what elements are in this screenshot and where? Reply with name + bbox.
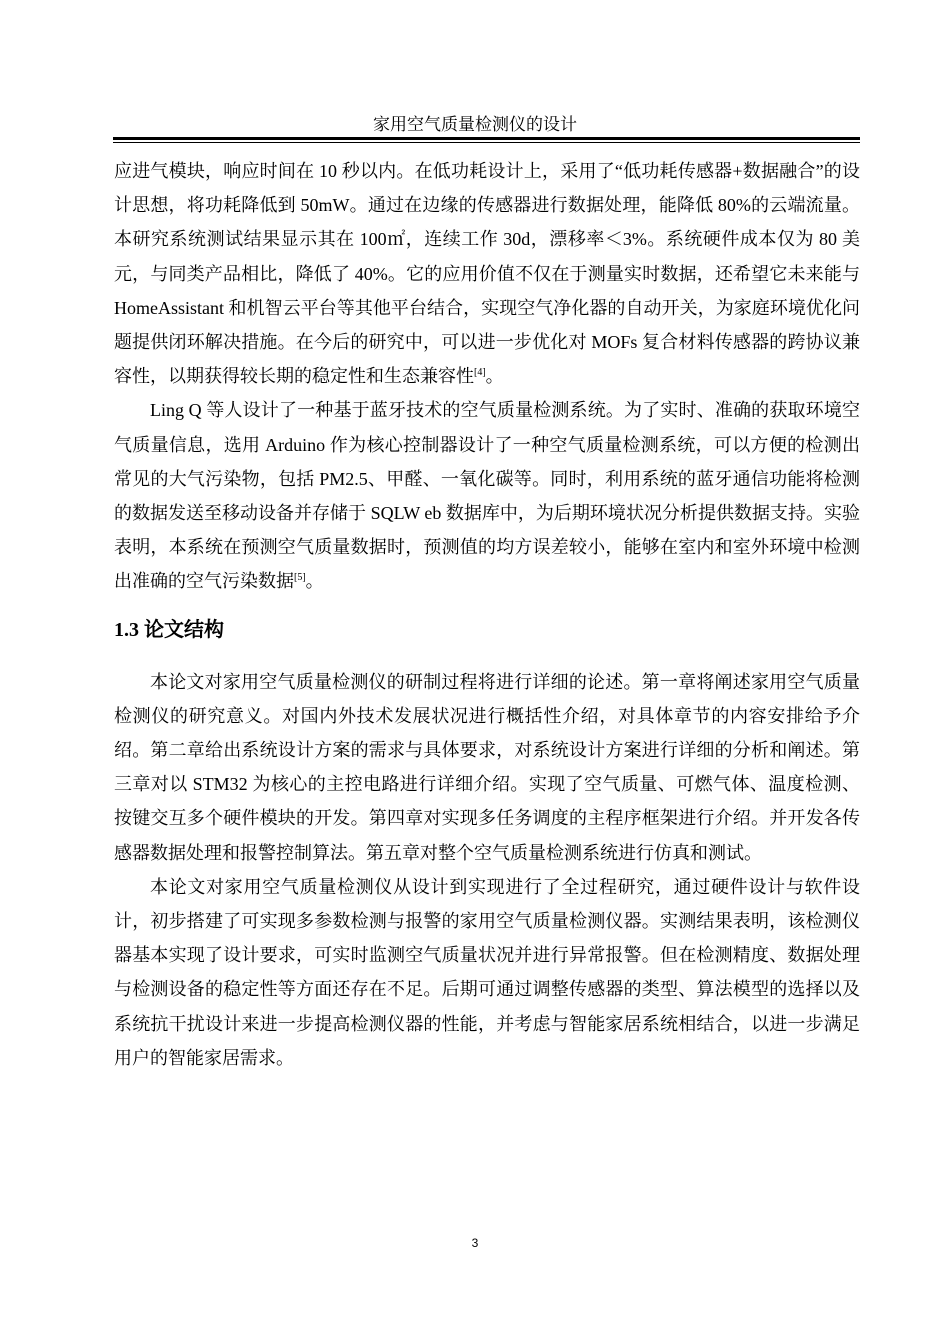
header-rule-thick [113,137,860,140]
paragraph-text: Ling Q 等人设计了一种基于蓝牙技术的空气质量检测系统。为了实时、准确的获取环境空气质量信息，选用 Arduino 作为核心控制器设计了一种空气质量检测系统，可以方便的检测出常见的大气污染物，包括 PM2.5、甲醛、一氧化碳等。同时，利用系统的蓝牙通信功能将检测的数据发送至移动设备并存储于 SQLW eb 数据库中，为后期环境状况分析提供数据支持。实验表明，本系统在预测空气质量数据时，预测值的均方误差较小，能够在室内和室外环境中检测出准确的空气污染数据 [114,400,860,592]
running-header-title: 家用空气质量检测仪的设计 [373,115,577,134]
page-number: 3 [471,1236,479,1250]
paragraph-end: 。 [485,366,504,387]
header-rule-thin [113,142,860,143]
citation-ref-5: [5] [294,572,306,584]
paragraph-thesis-structure: 本论文对家用空气质量检测仪的研制过程将进行详细的论述。第一章将阐述家用空气质量检测仪的研究意义。对国内外技术发展状况进行概括性介绍，对具体章节的内容安排给予介绍。第二章给出系统设计方案的需求与具体要求，对系统设计方案进行详细的分析和阐述。第三章对以 STM32 为核心的主控电路进行详细介绍。实现了空气质量、可燃气体、温度检测、按键交互多个硬件模块的开发。第四章对实现多任务调度的主程序框架进行介绍。并开发各传感器数据处理和报警控制算法。第五章对整个空气质量检测系统进行仿真和测试。 [114,671,860,863]
paragraph-continued [114,154,860,393]
paragraph-summary: 本论文对家用空气质量检测仪从设计到实现进行了全过程研究，通过硬件设计与软件设计，初步搭建了可实现多参数检测与报警的家用空气质量检测仪器。实测结果表明，该检测仪器基本实现了设计要求，可实时监测空气质量状况并进行异常报警。但在检测精度、数据处理与检测设备的稳定性等方面还存在不足。后期可通过调整传感器的类型、算法模型的选择以及系统抗干扰设计来进一步提高检测仪器的性能，并考虑与智能家居系统相结合，以进一步满足用户的智能家居需求。 [114,876,860,1068]
citation-ref-4: [4] [474,367,486,379]
section-heading: 1.3 论文结构 [114,618,224,641]
paragraph-end: 。 [305,571,324,592]
paragraph-ling-q [114,393,860,598]
page-body [114,154,860,1075]
paragraph-text: 应进气模块，响应时间在 10 秒以内。在低功耗设计上，采用了“低功耗传感器+数据融合”的设计思想，将功耗降低到 50mW。通过在边缘的传感器进行数据处理，能降低 80%的云端流量。本研究系统测试结果显示其在 100㎡，连续工作 30d，漂移率＜3%。系统硬件成本仅为 80 美元，与同类产品相比，降低了 40%。它的应用价值不仅在于测量实时数据，还希望它未来能与 HomeAssistant 和机智云平台等其他平台结合，实现空气净化器的自动开关，为家庭环境优化问题提供闭环解决措施。在今后的研究中，可以进一步优化对 MOFs 复合材料传感器的跨协议兼容性，以期获得较长期的稳定性和生态兼容性 [114,161,860,387]
